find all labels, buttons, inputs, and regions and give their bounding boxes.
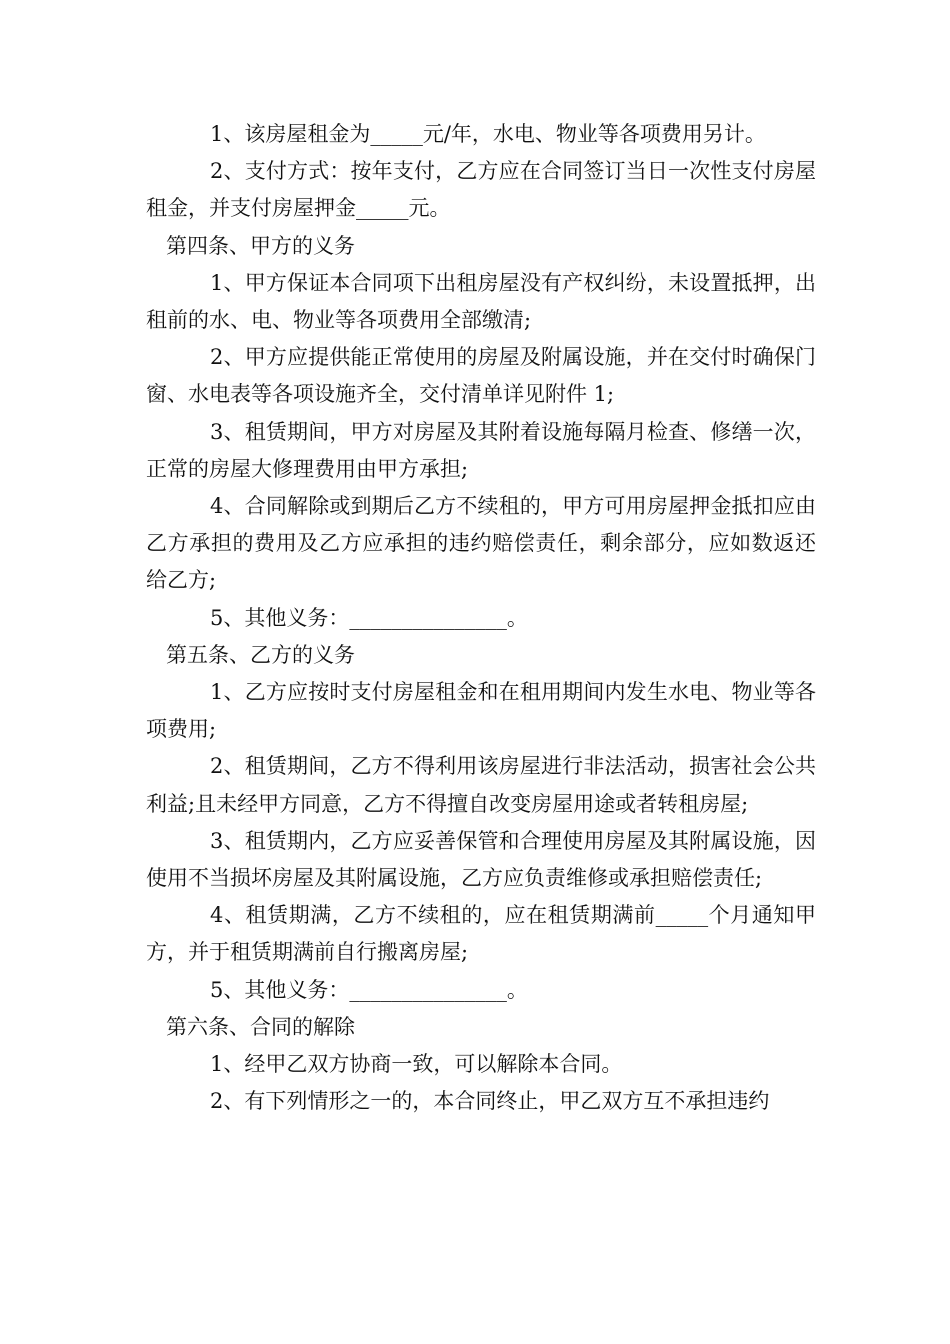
payment-method-clause: 2、支付方式：按年支付，乙方应在合同签订当日一次性支付房屋租金，并支付房屋押金_____元。 xyxy=(146,159,816,221)
lessee-obligation-3: 3、租赁期内，乙方应妥善保管和合理使用房屋及其附属设施，因使用不当损坏房屋及其附属设施，乙方应负责维修或承担赔偿责任; xyxy=(146,828,816,891)
lessor-obligation-4: 4、合同解除或到期后乙方不续租的，甲方可用房屋押金抵扣应由乙方承担的费用及乙方应承担的违约赔偿责任，剩余部分，应如数返还给乙方; xyxy=(146,494,816,593)
contract-body xyxy=(146,116,816,1120)
rent-amount-clause: 1、该房屋租金为_____元/年，水电、物业等各项费用另计。 xyxy=(210,122,766,146)
lessee-obligation-1: 1、乙方应按时支付房屋租金和在租用期间内发生水电、物业等各项费用; xyxy=(146,680,816,742)
lessor-obligation-5: 5、其他义务：_______________。 xyxy=(210,605,528,630)
lessor-obligation-2: 2、甲方应提供能正常使用的房屋及附属设施，并在交付时确保门窗、水电表等各项设施齐全，交付清单详见附件 1; xyxy=(146,345,816,407)
article-6-heading: 第六条、合同的解除 xyxy=(166,1014,355,1039)
lessee-obligation-4: 4、租赁期满，乙方不续租的，应在租赁期满前_____个月通知甲方，并于租赁期满前自行搬离房屋; xyxy=(146,903,816,965)
termination-clause-2: 2、有下列情形之一的，本合同终止，甲乙双方互不承担违约 xyxy=(210,1089,770,1114)
article-4-heading: 第四条、甲方的义务 xyxy=(166,233,355,258)
lessor-obligation-1: 1、甲方保证本合同项下出租房屋没有产权纠纷，未设置抵押，出租前的水、电、物业等各项费用全部缴清; xyxy=(146,270,816,333)
lessor-obligation-3: 3、租赁期间，甲方对房屋及其附着设施每隔月检查、修缮一次，正常的房屋大修理费用由甲方承担; xyxy=(146,419,816,481)
termination-clause-1: 1、经甲乙双方协商一致，可以解除本合同。 xyxy=(210,1052,623,1077)
lessee-obligation-5: 5、其他义务：_______________。 xyxy=(210,977,528,1002)
lessee-obligation-2: 2、租赁期间，乙方不得利用该房屋进行非法活动，损害社会公共利益;且未经甲方同意，乙方不得擅自改变房屋用途或者转租房屋; xyxy=(146,754,816,816)
article-5-heading: 第五条、乙方的义务 xyxy=(166,642,355,667)
